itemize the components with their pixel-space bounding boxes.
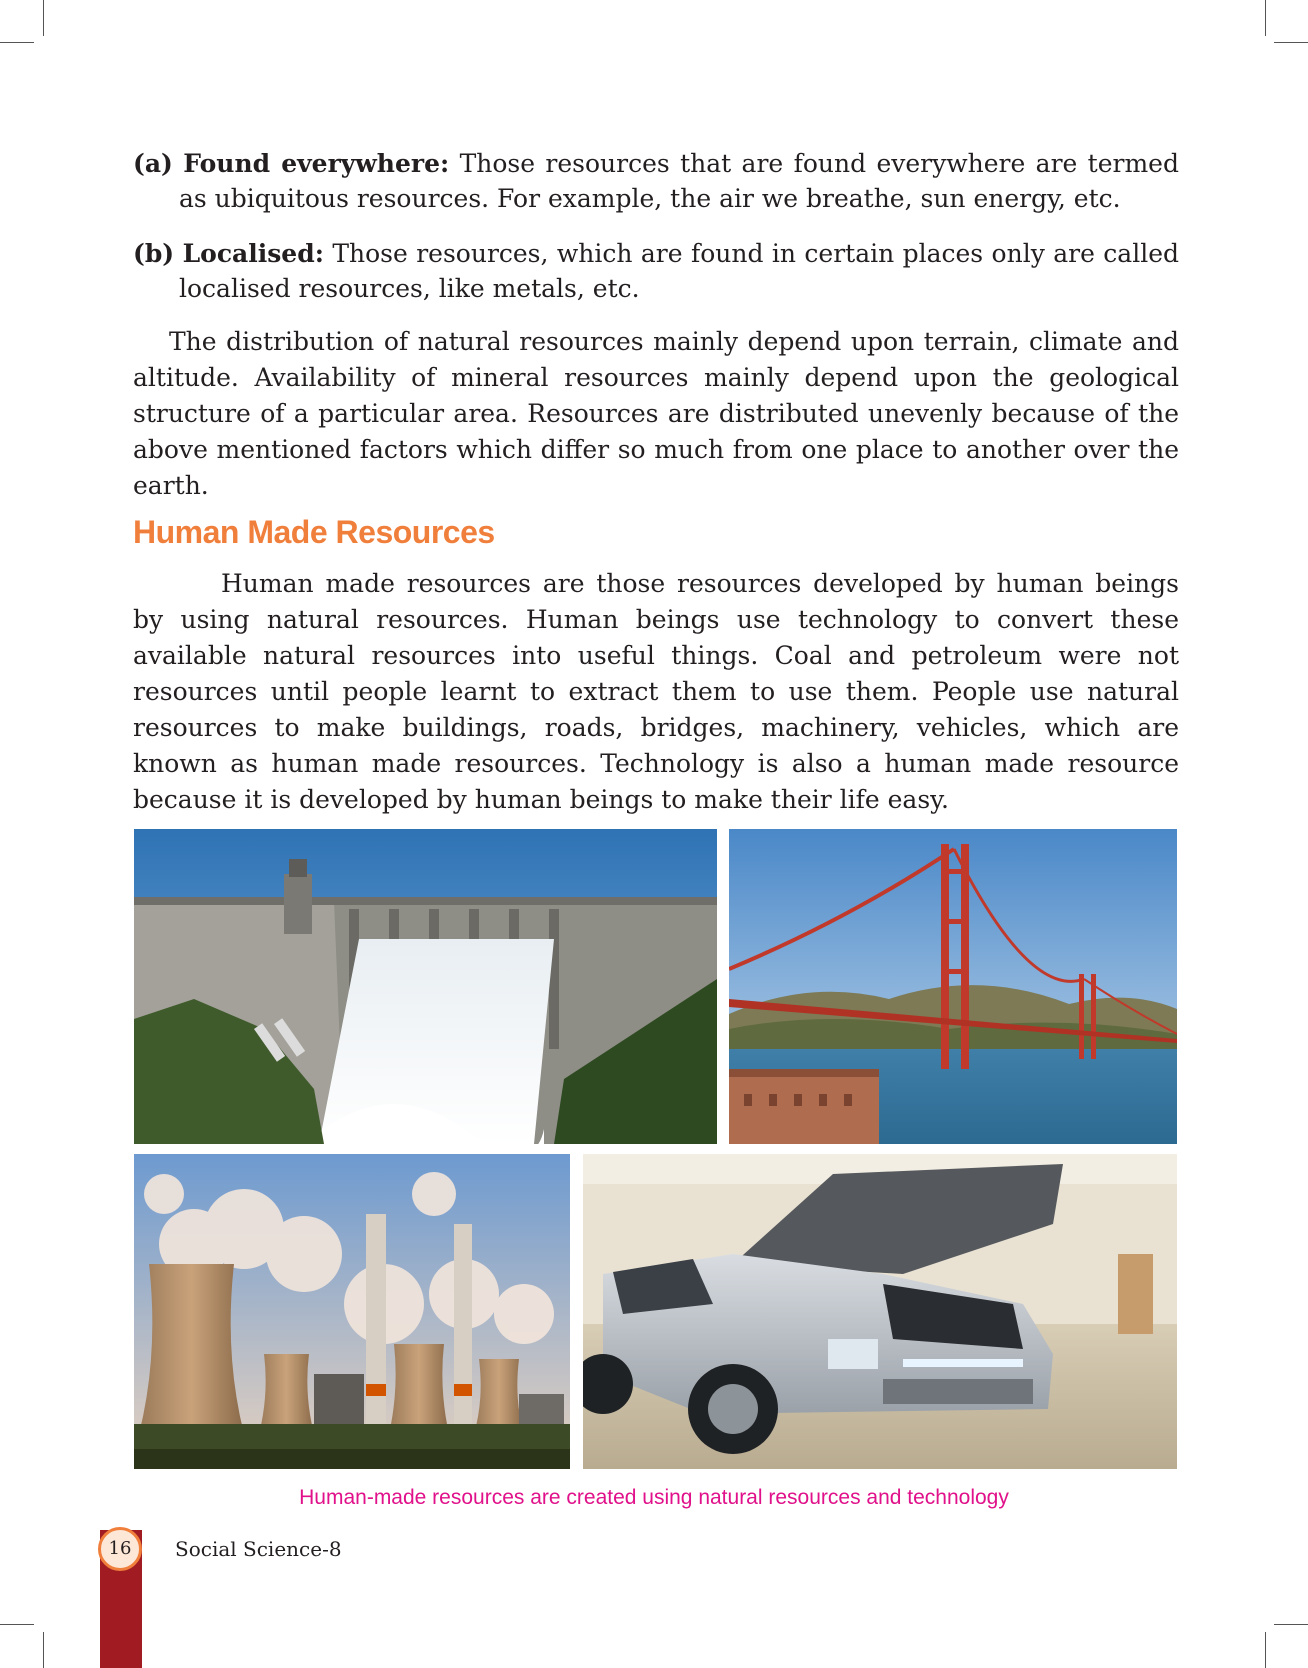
list-item-localised — [133, 236, 1179, 306]
figure-caption: Human-made resources are created using natural resources and technology — [299, 1486, 1009, 1509]
section-heading: Human Made Resources — [133, 514, 495, 550]
vehicle-photo — [583, 1154, 1177, 1469]
book-title: Social Science-8 — [175, 1537, 342, 1561]
item-term: Localised: — [182, 239, 324, 268]
bridge-photo — [729, 829, 1177, 1144]
item-marker: (a) — [133, 149, 173, 178]
page-number: 16 — [98, 1527, 142, 1571]
crop-mark — [43, 1632, 44, 1668]
dam-photo — [134, 829, 717, 1144]
crop-mark — [0, 1624, 34, 1625]
crop-mark — [43, 0, 44, 36]
distribution-paragraph: The distribution of natural resources mainly depend upon terrain, climate and altitude. Availability of mineral resources mainly depend upon the geological structure of a particular area. Resources are distributed unevenly because of the above mentioned factors which differ so much from one place to another over the earth. — [133, 327, 1179, 500]
human-made-paragraph: Human made resources are those resources developed by human beings by using natural resources. Human beings use technology to convert these available natural resources into useful things. Coal and petroleum were not resources until people learnt to extract them to use them. People use natural resources to make buildings, roads, bridges, machinery, vehicles, which are known as human made resources. Technology is also a human made resource because it is developed by human beings to make their life easy. — [133, 569, 1179, 814]
crop-mark — [1274, 1624, 1308, 1625]
power-plant-photo — [134, 1154, 570, 1469]
crop-mark — [0, 42, 34, 43]
item-marker: (b) — [133, 239, 175, 268]
item-term: Found everywhere: — [183, 149, 450, 178]
list-item-found-everywhere — [133, 146, 1179, 216]
crop-mark — [1265, 1632, 1266, 1668]
item-text: Those resources that are found everywhere are termed as ubiquitous resources. For example, the air we breathe, sun energy, etc. — [179, 149, 1179, 213]
crop-mark — [1265, 0, 1266, 36]
item-text: Those resources, which are found in certain places only are called localised resources, like metals, etc. — [179, 239, 1179, 303]
crop-mark — [1274, 42, 1308, 43]
